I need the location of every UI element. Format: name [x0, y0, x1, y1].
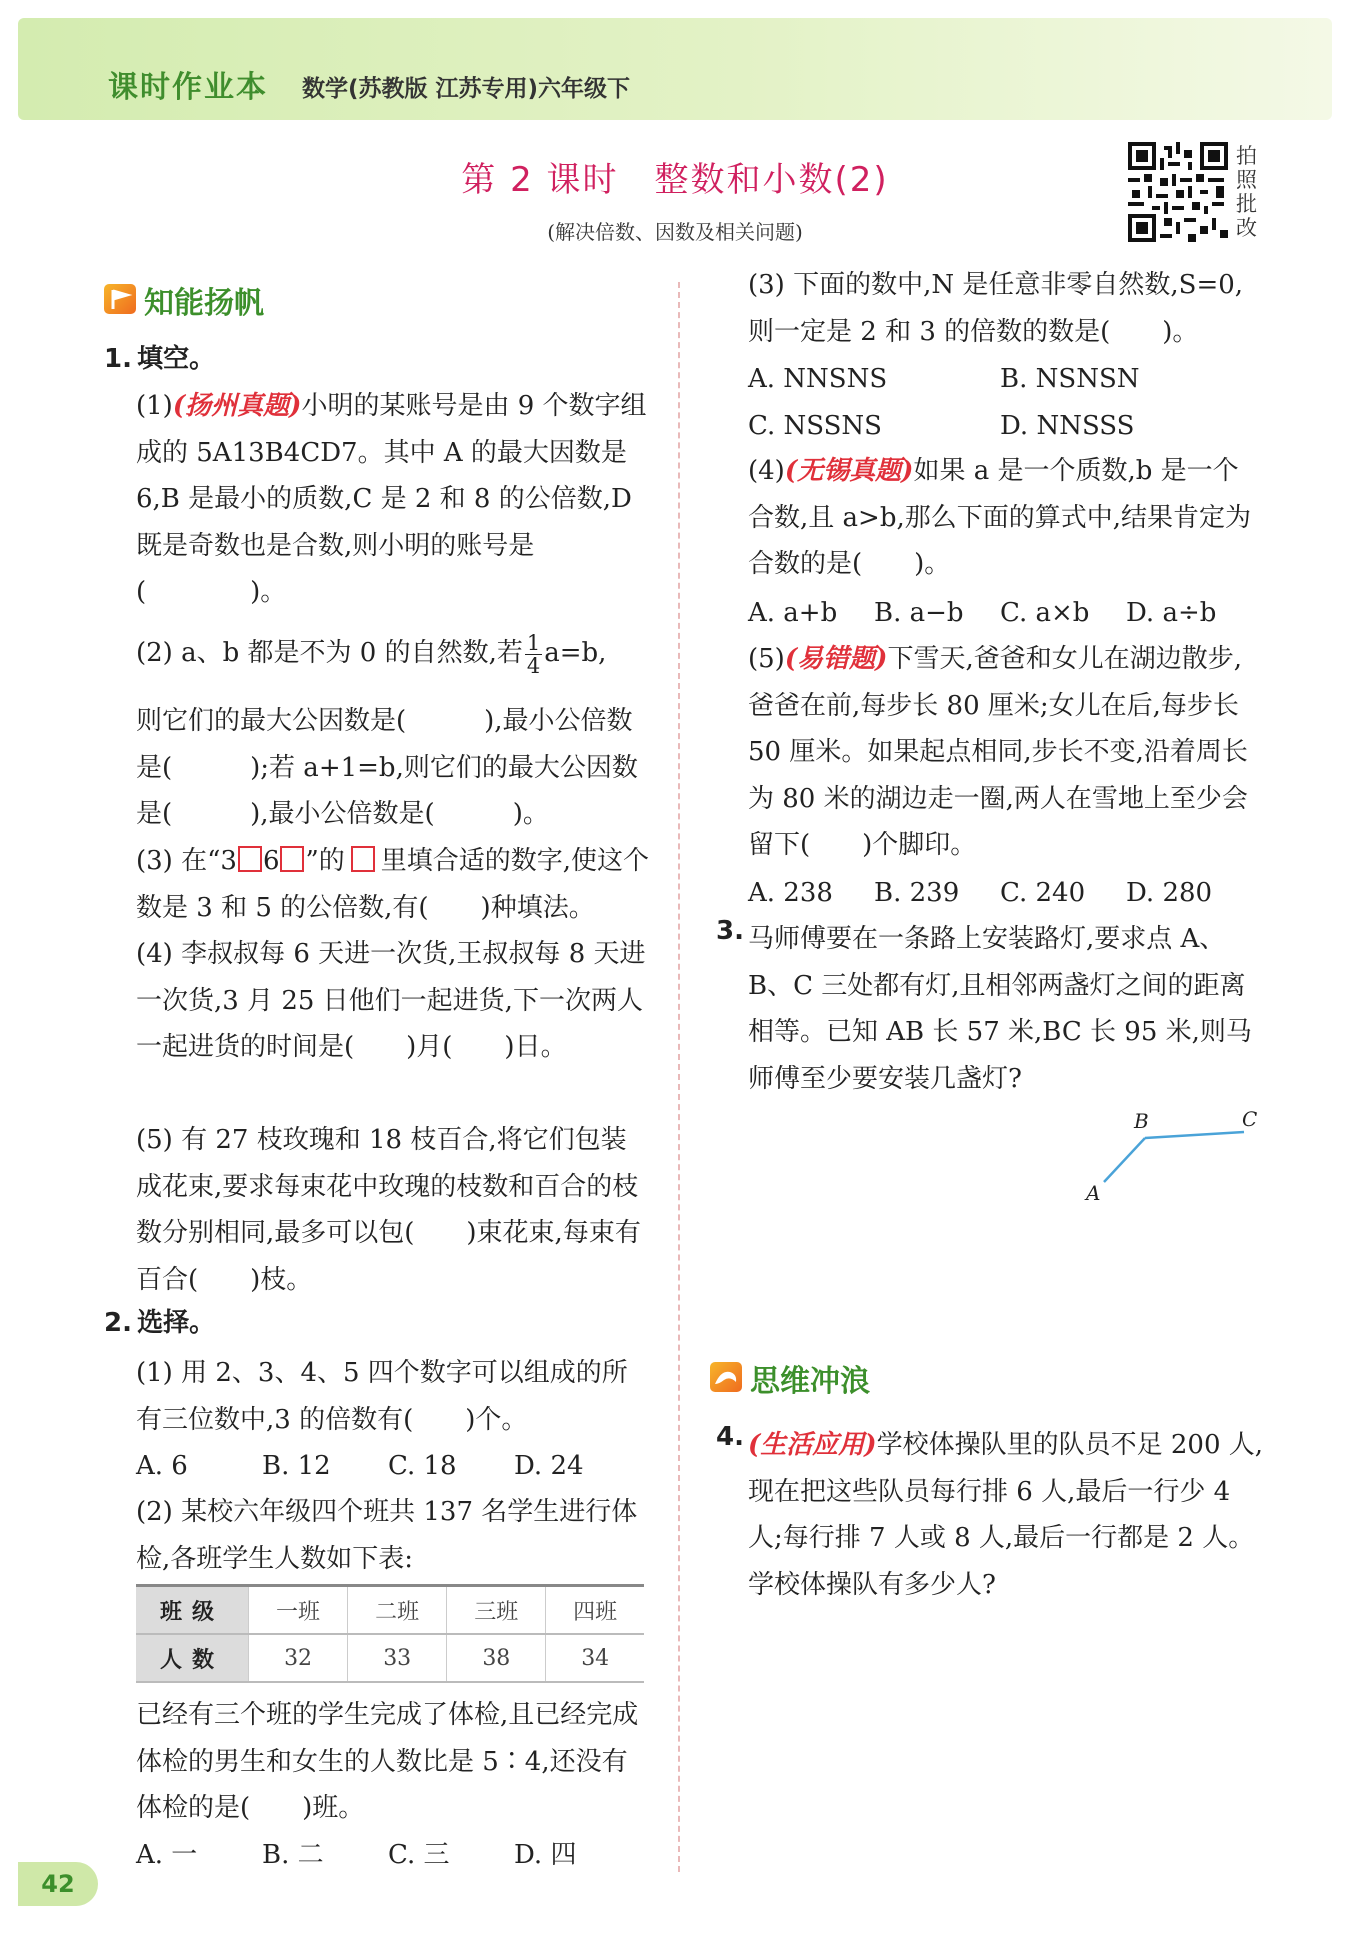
- table-cell: 三班: [447, 1586, 546, 1635]
- q1-part4: (4) 李叔叔每 6 天进一次货,王叔叔每 8 天进一次货,3 月 25 日他们一起进货,下一次两人一起进货的时间是( )月( )日。: [136, 939, 646, 1062]
- table-row: [136, 1634, 644, 1682]
- q1-part2-line1: [136, 630, 652, 677]
- q1-part1: [136, 383, 652, 616]
- q2-part4: [748, 448, 1264, 588]
- q1-part3-b: 6: [262, 846, 280, 876]
- segment-bc: [1145, 1132, 1244, 1138]
- q2-part5-text: 下雪天,爸爸和女儿在湖边散步,爸爸在前,每步长 80 厘米;女儿在后,每步长 50 厘米。如果起点相同,步长不变,沿着周长为 80 米的湖边走一圈,两人在雪地上至少会留下( )个脚印。: [748, 644, 1248, 860]
- q2-number: 2.: [104, 1308, 132, 1338]
- option-b[interactable]: B. NSNSN: [1000, 364, 1140, 394]
- q1-part5: (5) 有 27 枝玫瑰和 18 枝百合,将它们包装成花束,要求每束花中玫瑰的枝数和百合的枝数分别相同,最多可以包( )束花束,每束有百合( )枝。: [136, 1125, 641, 1295]
- q2-part5: [748, 636, 1264, 869]
- table-row-header: 班级: [136, 1586, 249, 1635]
- option-d[interactable]: D. a÷b: [1126, 598, 1217, 628]
- q4-number: 4.: [716, 1422, 744, 1452]
- option-c[interactable]: C. NSSNS: [748, 411, 882, 441]
- table-row: [136, 1586, 644, 1635]
- q2-part3-options: [748, 356, 1264, 450]
- option-b[interactable]: B. 二: [262, 1840, 324, 1870]
- q2-part4-text: 如果 a 是一个质数,b 是一个合数,且 a>b,那么下面的算式中,结果肯定为合数的是( )。: [748, 456, 1251, 579]
- option-a[interactable]: A. 238: [748, 878, 833, 908]
- q1-number: 1.: [104, 344, 132, 374]
- lesson-title: 第 2 课时 整数和小数(2): [461, 160, 889, 200]
- table-cell: 二班: [348, 1586, 447, 1635]
- q1-part3-c: ”的: [305, 846, 345, 876]
- option-d[interactable]: D. 四: [514, 1840, 577, 1870]
- q2-part4-index: (4): [748, 456, 785, 486]
- q2-part5-tag: (易错题): [784, 644, 888, 674]
- option-c[interactable]: C. 18: [388, 1451, 457, 1481]
- brand-title: 课时作业本: [108, 70, 268, 105]
- option-c[interactable]: C. 三: [388, 1840, 450, 1870]
- q4-text: [748, 1422, 1264, 1608]
- page-number: 42: [18, 1862, 98, 1906]
- fraction-numerator: 1: [526, 630, 541, 655]
- section-title-siwei: 思维冲浪: [750, 1364, 870, 1399]
- option-b[interactable]: B. 12: [262, 1451, 331, 1481]
- segment-ab: [1104, 1138, 1145, 1182]
- q1-part3-a: (3) 在“3: [136, 846, 237, 876]
- table-cell: 一班: [249, 1586, 348, 1635]
- q1-header: [104, 338, 215, 375]
- table-row-header: 人数: [136, 1634, 249, 1682]
- option-d[interactable]: D. NNSSS: [1000, 411, 1135, 441]
- q2-header: [104, 1302, 215, 1339]
- q1-part2-rest: 则它们的最大公因数是( ),最小公倍数是( );若 a+1=b,则它们的最大公因数是( ),最小公倍数是( )。: [136, 706, 638, 829]
- option-a[interactable]: A. a+b: [748, 598, 838, 628]
- option-a[interactable]: A. NNSNS: [748, 364, 888, 394]
- table-cell: 38: [447, 1634, 546, 1682]
- q1-part1-tag: (扬州真题): [172, 391, 302, 421]
- point-c-label: C: [1242, 1107, 1258, 1131]
- lesson-subtitle: (解决倍数、因数及相关问题): [547, 220, 803, 244]
- qr-caption: 拍照批改: [1236, 144, 1257, 240]
- section-title-zhineng: 知能扬帆: [144, 286, 264, 321]
- option-a[interactable]: A. 一: [136, 1840, 198, 1870]
- qr-code-icon[interactable]: [1128, 142, 1228, 242]
- q2-title: 选择。: [137, 1308, 216, 1338]
- q2-part4-tag: (无锡真题): [784, 456, 914, 486]
- q1-title: 填空。: [137, 344, 216, 374]
- q2-part2-after: 已经有三个班的学生完成了体检,且已经完成体检的男生和女生的人数比是 5∶4,还没有体检的是( )班。: [136, 1700, 639, 1823]
- q3-number-wrap: [716, 916, 744, 946]
- q1-part3: [136, 838, 652, 931]
- point-a-label: A: [1086, 1181, 1101, 1204]
- table-cell: 四班: [546, 1586, 644, 1635]
- subject-label: 数学(苏教版 江苏专用)六年级下: [302, 76, 631, 102]
- option-d[interactable]: D. 280: [1126, 878, 1213, 908]
- option-d[interactable]: D. 24: [514, 1451, 584, 1481]
- q3-number: 3.: [716, 916, 744, 946]
- q1-part2-b: a=b,: [544, 638, 607, 668]
- q2-part2: (2) 某校六年级四个班共 137 名学生进行体检,各班学生人数如下表:: [136, 1497, 638, 1574]
- q2-part1: (1) 用 2、3、4、5 四个数字可以组成的所有三位数中,3 的倍数有( )个。: [136, 1358, 628, 1435]
- option-c[interactable]: C. a×b: [1000, 598, 1090, 628]
- option-a[interactable]: A. 6: [136, 1451, 188, 1481]
- q3-text: 马师傅要在一条路上安装路灯,要求点 A、B、C 三处都有灯,且相邻两盏灯之间的距离相等。已知 AB 长 57 米,BC 长 95 米,则马师傅至少要安装几盏灯?: [748, 924, 1252, 1094]
- class-count-table: [136, 1584, 644, 1683]
- table-cell: 34: [546, 1634, 644, 1682]
- section-flag-icon: [104, 284, 136, 314]
- blank-box-icon: [238, 846, 262, 872]
- blank-box-icon: [351, 846, 375, 872]
- option-b[interactable]: B. 239: [874, 878, 960, 908]
- column-divider: [678, 282, 680, 1872]
- q4-tag: (生活应用): [748, 1430, 877, 1460]
- q1-part3-d: 里填合适的数字,使这个数是 3 和 5 的公倍数,有( )种填法。: [136, 846, 650, 923]
- option-c[interactable]: C. 240: [1000, 878, 1086, 908]
- table-cell: 33: [348, 1634, 447, 1682]
- fraction-denominator: 4: [526, 653, 541, 678]
- abc-road-diagram: [1080, 1104, 1270, 1204]
- q2-part5-index: (5): [748, 644, 785, 674]
- q1-part2-a: (2) a、b 都是不为 0 的自然数,若: [136, 638, 523, 668]
- option-b[interactable]: B. a−b: [874, 598, 964, 628]
- blank-box-icon: [280, 846, 304, 872]
- q1-part1-index: (1): [136, 391, 173, 421]
- q4-number-wrap: [716, 1422, 744, 1452]
- q4-body: 学校体操队里的队员不足 200 人,现在把这些队员每行排 6 人,最后一行少 4 人;每行排 7 人或 8 人,最后一行都是 2 人。学校体操队有多少人?: [748, 1430, 1264, 1600]
- section-wave-icon: [710, 1362, 742, 1392]
- q2-part3: (3) 下面的数中,N 是任意非零自然数,S=0,则一定是 2 和 3 的倍数的数是( )。: [748, 270, 1244, 347]
- point-b-label: B: [1134, 1109, 1149, 1133]
- table-cell: 32: [249, 1634, 348, 1682]
- fraction-one-quarter: [525, 632, 542, 677]
- q1-part1-text: 小明的某账号是由 9 个数字组成的 5A13B4CD7。其中 A 的最大因数是 6,B 是最小的质数,C 是 2 和 8 的公倍数,D 既是奇数也是合数,则小明的账号是( )。: [136, 391, 647, 607]
